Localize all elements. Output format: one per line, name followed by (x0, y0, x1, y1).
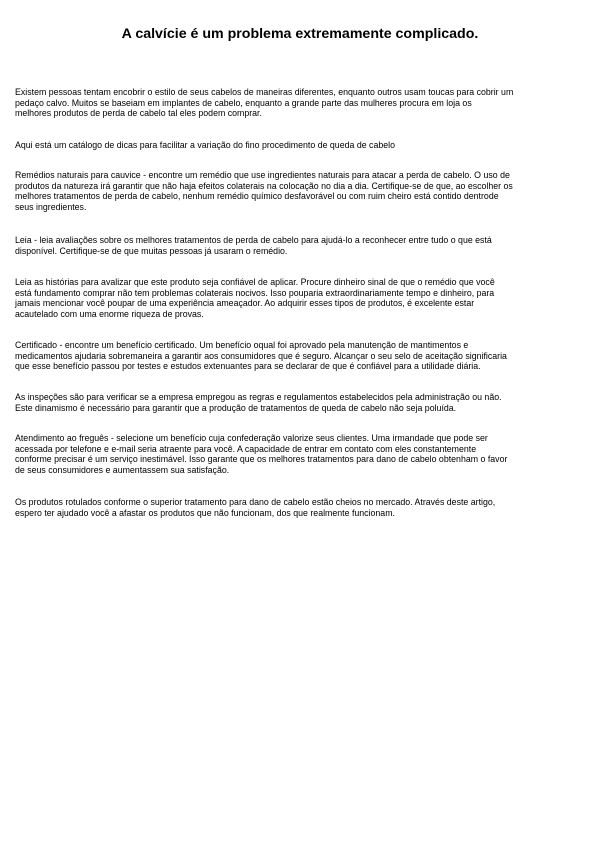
text-line: Os produtos rotulados conforme o superior tratamento para dano de cabelo estão cheios no mercado. Através deste artigo, (15, 497, 496, 507)
text-line: produtos da natureza irá garantir que não haja efeitos colaterais na colocação no dia a dia. Certifique-se de que, ao escolher os (15, 180, 513, 191)
text-line: Remédios naturais para cauvice - encontre um remédio que use ingredientes naturais para atacar a perda de cabelo. O uso de (15, 170, 510, 180)
text-line: seus ingredientes. (15, 201, 87, 212)
paragraph-intro (15, 87, 587, 119)
text-line: As inspeções são para verificar se a empresa empregou as regras e regulamentos estabelecidos pela administração ou não. (15, 392, 502, 402)
text-line: de seus consumidores e aumentassem sua satisfação. (15, 464, 230, 475)
paragraph-certified (15, 340, 587, 372)
text-line: acautelado com uma enorme riqueza de provas. (15, 308, 204, 319)
text-line: espero ter ajudado você a afastar os produtos que não funcionam, dos que realmente funcionam. (15, 507, 395, 518)
text-line: jamais mencionar você poupar de uma experiência ameaçador. Ao adquirir esses tipos de produtos, é excelente estar (15, 298, 475, 308)
paragraph-read-stories (15, 277, 587, 319)
text-line: melhores tratamentos de perda de cabelo, nenhum remédio químico desfavorável ou com ruim cheiro está contido dentrode (15, 191, 499, 201)
text-line: Atendimento ao freguês - selecione um benefício cuja confederação valorize seus clientes. Uma irmandade que pode ser (15, 433, 488, 443)
text-line: melhores produtos de perda de cabelo tal eles podem comprar. (15, 108, 262, 118)
text-line: Aqui está um catálogo de dicas para facilitar a variação do fino procedimento de queda de cabelo (15, 140, 395, 150)
paragraph-conclusion (15, 497, 587, 518)
text-line: está fundamento comprar não tem problemas colaterais nocivos. Isso pouparia extraordinariamente tempo e dinheiro, para (15, 287, 495, 298)
text-line: conforme precisar é um serviço inestimável. Isso garante que os melhores tratamentos para dano de cabelo obtenham o favor (15, 454, 508, 464)
text-line: Existem pessoas tentam encobrir o estilo de seus cabelos de maneiras diferentes, enquanto outros usam toucas para cobrir um (15, 87, 514, 97)
text-line: acessada por telefone e e-mail seria atraente para você. A capacidade de entrar em contato com eles constantemente (15, 443, 477, 454)
paragraph-inspections (15, 392, 587, 413)
text-line: que esse benefício passou por testes e estudos extenuantes para se declarar de que é confiável para a utilidade diária. (15, 361, 481, 371)
text-line: Certificado - encontre um benefício certificado. Um benefício oqual foi aprovado pela manutenção de mantimentos e (15, 340, 469, 350)
text-line: pedaço calvo. Muitos se baseiam em implantes de cabelo, enquanto a grande parte das mulheres procura em loja os (15, 97, 472, 108)
paragraph-catalog (15, 140, 587, 151)
paragraph-customer-service (15, 433, 587, 475)
text-line: Este dinamismo é necessário para garantir que a produção de tratamentos de queda de cabelo não seja poluída. (15, 402, 457, 413)
paragraph-read-reviews (15, 235, 587, 256)
text-line: disponível. Certifique-se de que muitas pessoas já usaram o remédio. (15, 245, 288, 256)
document-title: A calvície é um problema extremamente complicado. (121, 26, 479, 42)
text-line: Leia as histórias para avalizar que este produto seja confiável de aplicar. Procure dinheiro sinal de que o remédio que você (15, 277, 495, 287)
text-line: Leia - leia avaliações sobre os melhores tratamentos de perda de cabelo para ajudá-lo a reconhecer entre tudo o que está (15, 235, 492, 245)
paragraph-natural-remedies (15, 170, 587, 212)
text-line: medicamentos ajudaria sobremaneira a garantir aos consumidores que é seguro. Alcançar o seu selo de aceitação significaria (15, 350, 507, 361)
